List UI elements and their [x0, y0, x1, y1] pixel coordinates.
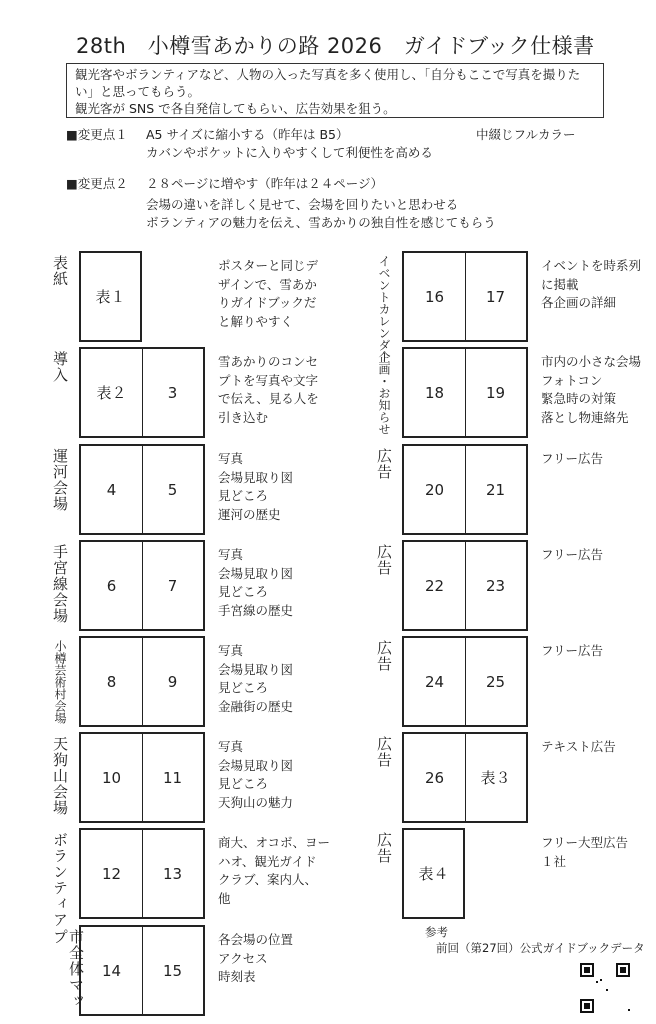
page-number: 17 — [485, 287, 506, 306]
page-description: ポスターと同じデ ザインで、雪あか りガイドブックだ と解りやすく — [218, 258, 319, 329]
change-2-main: ２８ページに増やす（昨年は２４ページ） — [146, 176, 384, 191]
reference-text: 前回（第27回）公式ガイドブックデータ — [436, 941, 645, 955]
section-label: 天狗山会場 — [51, 736, 69, 816]
section-label: 広告 — [375, 832, 393, 864]
page-description: フリー広告 — [541, 451, 604, 466]
intro-line: 観光客が SNS で各自発信してもらい、広告効果を狙う。 — [75, 101, 396, 116]
page-spread — [79, 444, 205, 535]
change-2-detail: 会場の違いを詳しく見せて、会場を回りたいと思わせる — [146, 197, 459, 212]
page-description: テキスト広告 — [541, 739, 616, 754]
section-label: 広告 — [375, 448, 393, 480]
page-number: 12 — [81, 830, 143, 917]
page-number: 11 — [162, 768, 183, 787]
page-description: フリー広告 — [541, 547, 604, 562]
section-label: 表紙 — [51, 255, 69, 287]
page-description: 雪あかりのコンセ プトを写真や文字 で伝え、見る人を 引き込む — [218, 354, 319, 425]
change-1-note: 中綴じフルカラー — [476, 127, 576, 142]
page-description: 写真 会場見取り図 見どころ 運河の歴史 — [218, 451, 294, 522]
change-2-label: ■変更点２ — [66, 176, 128, 191]
page-number: 25 — [485, 672, 506, 691]
page-spread — [79, 347, 205, 438]
page-number: 表１ — [95, 288, 126, 306]
section-label: 導入 — [51, 351, 69, 383]
page-number: 14 — [81, 927, 143, 1014]
page-spread — [402, 251, 528, 342]
page-number: 7 — [167, 576, 178, 595]
section-label: 運河会場 — [51, 448, 69, 512]
section-label: 広告 — [375, 736, 393, 768]
page-number: 表２ — [81, 349, 143, 436]
page-spread — [402, 828, 465, 919]
document-title: 28th 小樽雪あかりの路 2026 ガイドブック仕様書 — [76, 34, 595, 58]
page-number: 19 — [485, 383, 506, 402]
page-number: 4 — [81, 446, 143, 533]
reference-label: 参考 — [425, 925, 448, 939]
page-number: 表３ — [480, 769, 511, 787]
page-number: 24 — [404, 638, 466, 725]
page-number: 6 — [81, 542, 143, 629]
page-number: 9 — [167, 672, 178, 691]
page-number: 3 — [167, 383, 178, 402]
page-description: 写真 会場見取り図 見どころ 手宮線の歴史 — [218, 547, 294, 618]
page-number: 16 — [404, 253, 466, 340]
page-number: 10 — [81, 734, 143, 821]
page-number: 22 — [404, 542, 466, 629]
intro-box — [66, 63, 604, 118]
page-number: 23 — [485, 576, 506, 595]
page-description: 各会場の位置 アクセス 時刻表 — [218, 932, 294, 984]
page-number: 18 — [404, 349, 466, 436]
page-spread — [402, 540, 528, 631]
page-spread — [402, 347, 528, 438]
page-description: 写真 会場見取り図 見どころ 天狗山の魅力 — [218, 739, 294, 810]
page-spread — [79, 732, 205, 823]
page-number: 表４ — [418, 865, 449, 883]
change-2-detail: ボランティアの魅力を伝え、雪あかりの独自性を感じてもらう — [146, 215, 496, 230]
page-description: 市内の小さな会場 フォトコン 緊急時の対策 落とし物連絡先 — [541, 354, 642, 425]
page-spread — [79, 251, 142, 342]
page-number: 15 — [162, 961, 183, 980]
page-number: 20 — [404, 446, 466, 533]
change-1-label: ■変更点１ — [66, 127, 128, 142]
page-number: 26 — [404, 734, 466, 821]
section-label: 広告 — [375, 640, 393, 672]
page-spread — [79, 636, 205, 727]
page-spread — [79, 925, 205, 1016]
page-number: 8 — [81, 638, 143, 725]
section-label: 手宮線会場 — [51, 544, 69, 624]
section-label: 広告 — [375, 544, 393, 576]
page-description: 商大、オコボ、ヨー ハオ、観光ガイド クラブ、案内人、 他 — [218, 835, 331, 906]
change-1-detail: カバンやポケットに入りやすくして利便性を高める — [146, 145, 433, 160]
page-number: 21 — [485, 480, 506, 499]
page-spread — [79, 828, 205, 919]
page-spread — [402, 636, 528, 727]
section-label: 小樽芸術村会場 — [53, 640, 67, 724]
section-label: 市全体マップ — [51, 929, 85, 1009]
change-1-main: A5 サイズに縮小する（昨年は B5） — [146, 127, 349, 142]
intro-line: 観光客やボランティアなど、人物の入った写真を多く使用し、「自分もここで写真を撮りたい」と思ってもらう。 — [75, 67, 581, 99]
section-label: ボランティア — [51, 832, 69, 928]
page-number: 5 — [167, 480, 178, 499]
section-label: イベントカレンダー — [377, 255, 391, 363]
page-spread — [79, 540, 205, 631]
section-label: 企画・お知らせ — [377, 351, 391, 435]
page-number: 13 — [162, 864, 183, 883]
page-description: 写真 会場見取り図 見どころ 金融街の歴史 — [218, 643, 294, 714]
page-description: フリー広告 — [541, 643, 604, 658]
page-description: フリー大型広告 １社 — [541, 835, 629, 869]
page-spread — [402, 732, 528, 823]
page-spread — [402, 444, 528, 535]
page-description: イベントを時系列 に掲載 各企画の詳細 — [541, 258, 642, 310]
qr-code-icon[interactable] — [580, 962, 630, 1014]
